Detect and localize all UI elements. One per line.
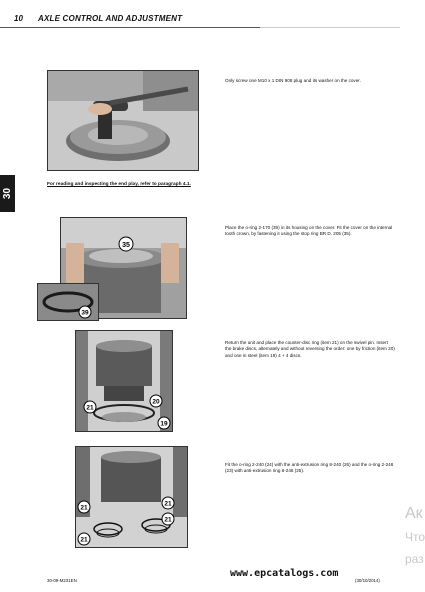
step2-note: For reading and inspecting the end play, refer to paragraph 4.1. [47, 182, 191, 187]
callout-20: 20 [152, 398, 160, 406]
step4-photo [75, 330, 173, 432]
step4-text: Return the unit and place the counter-disc ring (item 21) on the swivel pin. Insert the brake discs, alternately and without reversing the order: one by friction (item 20) and one in steel (item 19) 4 + 4 discs. [225, 340, 395, 358]
section-title: AXLE CONTROL AND ADJUSTMENT [38, 14, 183, 23]
step5-illustration [76, 447, 187, 547]
step1-text: Only screw one M10 x 1 DIN 908 plug and its washer on the cover. [225, 78, 361, 83]
overlay-text-1: Ак [405, 505, 423, 522]
callout-19: 19 [160, 420, 168, 428]
step1-photo [47, 70, 199, 171]
callout-39: 39 [81, 309, 89, 317]
page-number: 10 [14, 14, 23, 23]
step3-inset-photo [37, 283, 99, 321]
step1-illustration [48, 71, 198, 170]
callout-21-b: 21 [164, 500, 172, 508]
footer-date: (30/10/2014) [355, 578, 380, 583]
header-rule-fade [260, 27, 400, 28]
chapter-tab [0, 175, 15, 212]
callout-21-d: 21 [80, 536, 88, 544]
website-link[interactable]: www.epcatalogs.com [230, 568, 339, 579]
step3-inset-illustration [38, 284, 98, 320]
callout-21: 21 [86, 404, 94, 412]
callout-21-a: 21 [80, 504, 88, 512]
overlay-text-2: Что [405, 530, 425, 544]
footer-doc-code: 30-09-M231EN [47, 578, 77, 583]
callout-21-c: 21 [164, 516, 172, 524]
step3-text: Place the o-ring 2-170 (39) in its housing on the cover. Fit the cover on the internal tooth crown, by fastening it using the stop ring BR D. 205 (35). [225, 225, 393, 237]
chapter-tab-label: 30 [2, 187, 13, 200]
step4-illustration [76, 331, 172, 431]
callout-35: 35 [122, 242, 130, 249]
step5-photo [75, 446, 188, 548]
overlay-text-3: раз [405, 552, 424, 566]
step5-text: Fit the o-ring 2-240 (24) with the anti-extrusion ring 8-240 (26) and the o-ring 2-246 (23) with anti-extrusion ring 8-246 (25). [225, 462, 394, 474]
